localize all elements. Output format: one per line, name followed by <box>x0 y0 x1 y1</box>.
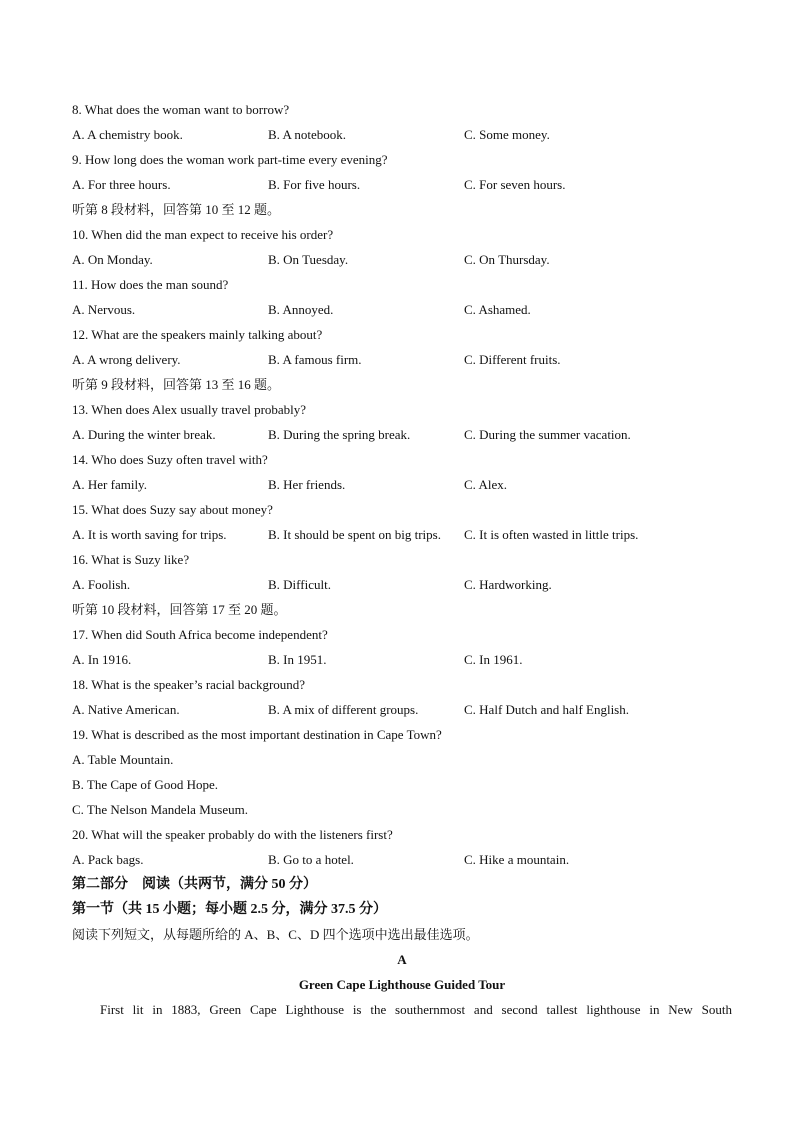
option-a: A. Table Mountain. <box>72 752 174 767</box>
option-c: C. In 1961. <box>464 652 523 667</box>
instruction-material-8: 听第 8 段材料，回答第 10 至 12 题。 <box>72 202 281 217</box>
option-b: B. Her friends. <box>268 477 346 492</box>
reading-instruction: 阅读下列短文，从每题所给的 A、B、C、D 四个选项中选出最佳选项。 <box>72 927 479 942</box>
option-a: A. During the winter break. <box>72 427 216 442</box>
exam-page <box>72 100 732 1025</box>
option-a: A. For three hours. <box>72 177 171 192</box>
question-9: 9. How long does the woman work part-time every evening? <box>72 152 388 167</box>
option-b: B. The Cape of Good Hope. <box>72 777 218 792</box>
option-c: C. During the summer vacation. <box>464 427 631 442</box>
question-13: 13. When does Alex usually travel probably? <box>72 402 307 417</box>
question-17: 17. When did South Africa become independent? <box>72 627 328 642</box>
option-b: B. During the spring break. <box>268 427 411 442</box>
option-a: A. A wrong delivery. <box>72 352 181 367</box>
question-18: 18. What is the speaker’s racial background? <box>72 677 306 692</box>
option-b: B. Annoyed. <box>268 302 334 317</box>
option-a: A. On Monday. <box>72 252 153 267</box>
option-b: B. A famous firm. <box>268 352 362 367</box>
question-16: 16. What is Suzy like? <box>72 552 190 567</box>
question-18-options <box>72 700 732 725</box>
instruction-material-10: 听第 10 段材料，回答第 17 至 20 题。 <box>72 602 287 617</box>
option-b: B. On Tuesday. <box>268 252 349 267</box>
instruction-material-9: 听第 9 段材料，回答第 13 至 16 题。 <box>72 377 281 392</box>
option-c: C. Different fruits. <box>464 352 561 367</box>
question-8: 8. What does the woman want to borrow? <box>72 102 290 117</box>
option-a: A. It is worth saving for trips. <box>72 527 227 542</box>
question-15: 15. What does Suzy say about money? <box>72 502 273 517</box>
question-16-options <box>72 575 732 600</box>
question-11-options <box>72 300 732 325</box>
option-c: C. Ashamed. <box>464 302 531 317</box>
question-15-options <box>72 525 732 550</box>
question-8-options <box>72 125 732 150</box>
option-a: A. A chemistry book. <box>72 127 183 142</box>
option-c: C. Hardworking. <box>464 577 552 592</box>
question-17-options <box>72 650 732 675</box>
passage-title: Green Cape Lighthouse Guided Tour <box>298 977 506 992</box>
option-c: C. Hike a mountain. <box>464 852 570 867</box>
option-a: A. Native American. <box>72 702 180 717</box>
option-c: C. Half Dutch and half English. <box>464 702 629 717</box>
option-a: A. Pack bags. <box>72 852 144 867</box>
question-13-options <box>72 425 732 450</box>
question-10: 10. When did the man expect to receive his order? <box>72 227 334 242</box>
option-c: C. For seven hours. <box>464 177 566 192</box>
question-12: 12. What are the speakers mainly talking about? <box>72 327 323 342</box>
option-a: A. Her family. <box>72 477 147 492</box>
option-c: C. The Nelson Mandela Museum. <box>72 802 248 817</box>
question-14: 14. Who does Suzy often travel with? <box>72 452 268 467</box>
option-c: C. It is often wasted in little trips. <box>464 527 639 542</box>
option-b: B. Difficult. <box>268 577 331 592</box>
option-c: C. Alex. <box>464 477 507 492</box>
option-b: B. It should be spent on big trips. <box>268 527 441 542</box>
option-a: A. Nervous. <box>72 302 136 317</box>
question-9-options <box>72 175 732 200</box>
option-c: C. On Thursday. <box>464 252 550 267</box>
question-11: 11. How does the man sound? <box>72 277 229 292</box>
question-20: 20. What will the speaker probably do with the listeners first? <box>72 827 393 842</box>
part2-heading: 第二部分 阅读（共两节，满分 50 分） <box>72 877 317 892</box>
option-b: B. Go to a hotel. <box>268 852 354 867</box>
option-b: B. A mix of different groups. <box>268 702 419 717</box>
question-19: 19. What is described as the most important destination in Cape Town? <box>72 727 442 742</box>
passage-first-line: First lit in 1883, Green Cape Lighthouse is the southernmost and second tallest lighthouse in New South <box>100 1002 732 1017</box>
question-20-options <box>72 850 732 875</box>
question-12-options <box>72 350 732 375</box>
option-b: B. In 1951. <box>268 652 327 667</box>
option-c: C. Some money. <box>464 127 550 142</box>
question-14-options <box>72 475 732 500</box>
option-b: B. A notebook. <box>268 127 347 142</box>
question-10-options <box>72 250 732 275</box>
option-b: B. For five hours. <box>268 177 361 192</box>
option-a: A. Foolish. <box>72 577 131 592</box>
option-a: A. In 1916. <box>72 652 132 667</box>
passage-letter: A <box>397 952 407 967</box>
section1-heading: 第一节（共 15 小题；每小题 2.5 分，满分 37.5 分） <box>72 902 387 917</box>
